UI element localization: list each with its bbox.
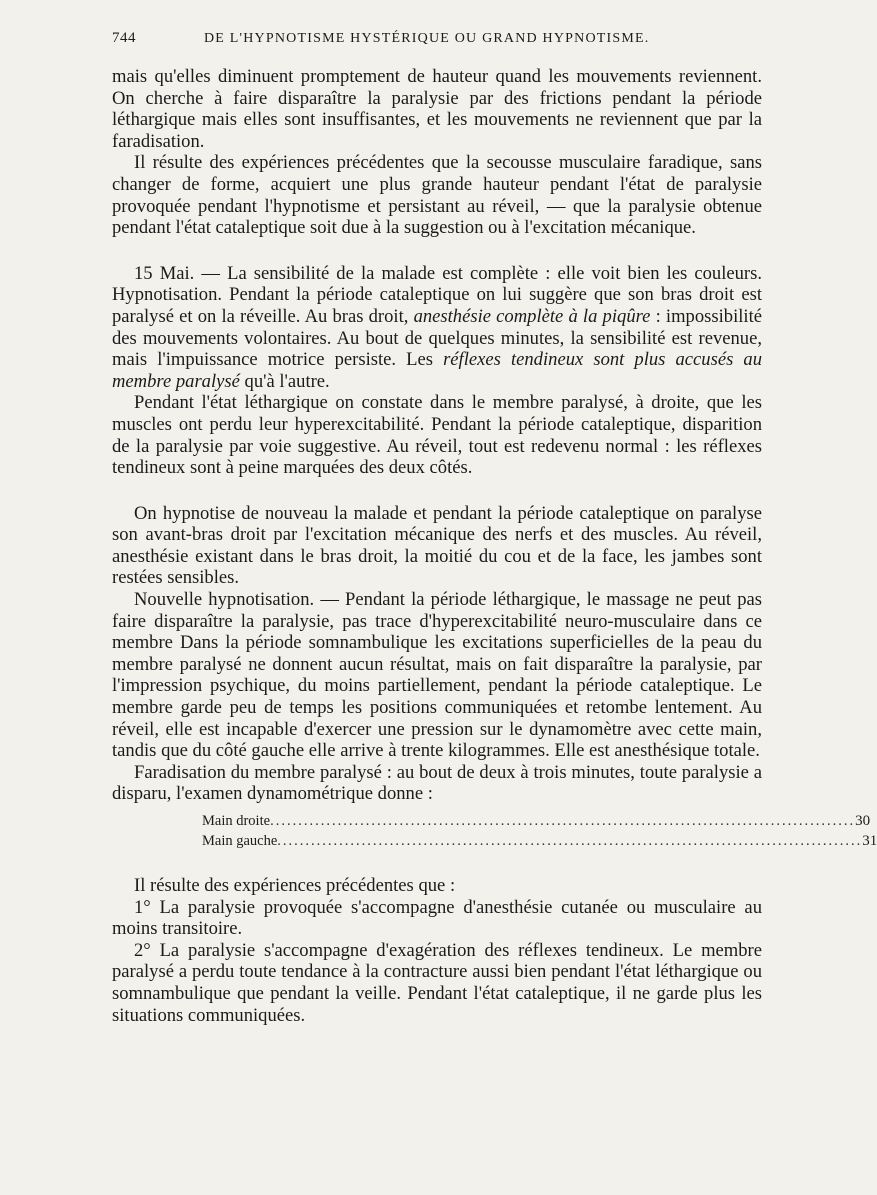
table-row (202, 811, 871, 831)
paragraph-may-15 (112, 263, 762, 393)
section-gap (112, 239, 762, 263)
numbered-conclusion: 1° La paralysie provoquée s'accompagne d'anesthésie cutanée ou musculaire au moins transitoire. (112, 896, 762, 940)
italic-phrase: réflexes tendineux sont plus accusés au membre paralysé (112, 349, 762, 392)
row-value: 30 (855, 813, 871, 829)
paragraph: Nouvelle hypnotisation. — Pendant la période léthargique, le massage ne peut pas faire disparaître la paralysie, pas trace d'hyperexcitabilité neuro-musculaire dans ce membre Dans la période somnambulique les excitations superficielles de la peau du membre paralysé ne donnent aucun résultat, mais on fait disparaître la paralysie, par l'impression psychique, du moins partiellement, pendant la période cataleptique. Le membre garde peu de temps les positions communiquées et retombe lentement. Au réveil, elle est incapable d'exercer une pression sur le dynamomètre avec cette main, tandis que du côté gauche elle arrive à trente kilogrammes. Elle est anesthésique totale. (112, 589, 762, 762)
running-title: DE L'HYPNOTISME HYSTÉRIQUE OU GRAND HYPNOTISME. (204, 31, 650, 46)
text-run: 15 Mai. — La sensibilité de la malade est complète : elle voit bien les couleurs. Hypnotisation. Pendant la période cataleptique on lui suggère que son bras droit est paralysé et on la réveille. Au bras droit, (112, 262, 762, 327)
page-body (112, 66, 877, 1026)
section-gap (112, 479, 762, 503)
italic-phrase: anesthésie complète à la piqûre (413, 305, 651, 327)
paragraph: Il résulte des expériences précédentes que la secousse musculaire faradique, sans changer de forme, acquiert une plus grande hauteur pendant l'état de paralysie provoquée pendant l'hypnotisme et persistant au réveil, — que la paralysie obtenue pendant l'état cataleptique soit due à la suggestion ou à l'excitation mécanique. (112, 152, 762, 239)
paragraph: Pendant l'état léthargique on constate dans le membre paralysé, à droite, que les muscles ont perdu leur hyperexcitabilité. Pendant la période cataleptique, disparition de la paralysie par voie suggestive. Au réveil, tout est redevenu normal : les réflexes tendineux sont à peine marquées des deux côtés. (112, 392, 762, 479)
text-run: : impossibilité des mouvements volontaires. Au bout de quelques minutes, la sensibilité est revenue, mais l'impuissance motrice persiste. Les (112, 305, 762, 371)
page-number: 744 (112, 30, 136, 46)
row-label: Main droite (202, 813, 271, 829)
paragraph: Il résulte des expériences précédentes que : (134, 875, 456, 896)
dot-leader: ........................................................................................................ (270, 813, 856, 829)
running-header (112, 30, 762, 54)
dynamometer-table (202, 811, 877, 851)
numbered-conclusion: 2° La paralysie s'accompagne d'exagération des réflexes tendineux. Le membre paralysé a perdu toute tendance à la contracture aussi bien pendant l'état léthargique ou somnambulique que pendant la veille. Pendant l'état cataleptique, il ne garde plus les situations communiquées. (112, 939, 762, 1026)
section-gap (112, 861, 762, 875)
paragraph: mais qu'elles diminuent promptement de hauteur quand les mouvements reviennent. On cherche à faire disparaître la paralysie par des frictions pendant la période léthargique mais elles sont insuffisantes, et les mouvements ne reviennent que par la faradisation. (112, 66, 762, 152)
paragraph: On hypnotise de nouveau la malade et pendant la période cataleptique on paralyse son avant-bras droit par l'excitation mécanique des nerfs et des muscles. Au réveil, anesthésie existant dans le bras droit, la moitié du cou et de la face, les jambes sont restées sensibles. (112, 502, 762, 589)
row-value: 31 (862, 833, 877, 849)
dot-leader: ........................................................................................................ (277, 833, 863, 849)
table-row (202, 831, 877, 851)
row-label: Main gauche (202, 833, 278, 849)
paragraph: Faradisation du membre paralysé : au bout de deux à trois minutes, toute paralysie a disparu, l'examen dynamométrique donne : (112, 761, 762, 805)
text-run: qu'à l'autre. (239, 370, 330, 392)
